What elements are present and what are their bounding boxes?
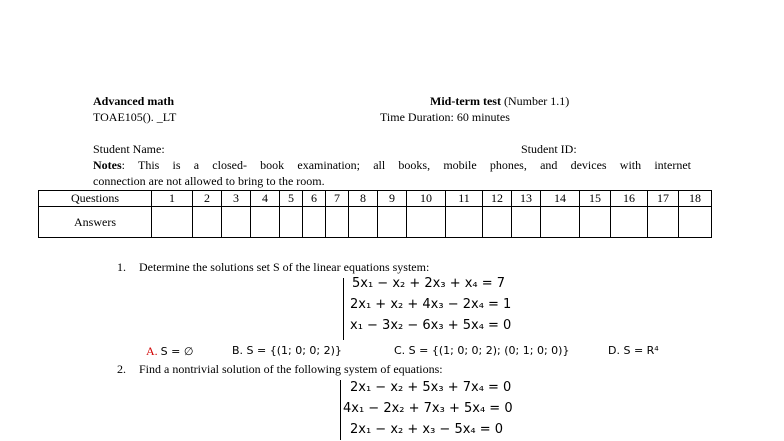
q1-text: Determine the solutions set S of the linear equations system: — [139, 260, 430, 274]
q2-equation-2: 4x₁ − 2x₂ + 7x₃ + 5x₄ = 0 — [343, 401, 513, 416]
q1-equation-1: 5x₁ − x₂ + 2x₃ + x₄ = 7 — [352, 276, 506, 291]
answer-table — [38, 190, 712, 238]
q2-number: 2. — [117, 362, 126, 376]
notes-line1 — [93, 158, 691, 173]
question-number: 1 — [152, 191, 193, 207]
question-number: 7 — [326, 191, 349, 207]
answer-cell[interactable] — [512, 207, 541, 238]
answer-cell[interactable] — [326, 207, 349, 238]
answer-cell[interactable] — [349, 207, 378, 238]
answer-cell[interactable] — [280, 207, 303, 238]
test-title: Mid-term test — [430, 94, 501, 108]
student-id-label: Student ID: — [521, 142, 577, 156]
answer-cell[interactable] — [407, 207, 446, 238]
test-number: (Number 1.1) — [503, 94, 570, 108]
test-title-line — [430, 94, 569, 109]
question-number: 8 — [349, 191, 378, 207]
questions-label: Questions — [39, 191, 152, 207]
answer-cell[interactable] — [222, 207, 251, 238]
q1-option-a-text: S = ∅ — [160, 345, 194, 358]
question-number: 13 — [512, 191, 541, 207]
answer-cell[interactable] — [483, 207, 512, 238]
q1-option-a-letter: A. — [146, 344, 158, 358]
notes-text: : This is a closed- book examination; all books, mobile phones, and devices with internet — [121, 158, 691, 172]
q1-option-a[interactable] — [146, 344, 193, 359]
question-number: 2 — [193, 191, 222, 207]
answer-cell[interactable] — [303, 207, 326, 238]
notes-label: Notes — [93, 158, 122, 172]
q1-number: 1. — [117, 260, 126, 274]
notes-line2: connection are not allowed to bring to the room. — [93, 174, 325, 188]
student-name-label: Student Name: — [93, 142, 165, 156]
question-number: 16 — [611, 191, 648, 207]
q1-equation-2: 2x₁ + x₂ + 4x₃ − 2x₄ = 1 — [350, 297, 512, 312]
q1-option-d[interactable]: D. S = R⁴ — [608, 344, 659, 357]
answers-label: Answers — [39, 207, 152, 238]
question-number: 6 — [303, 191, 326, 207]
answer-cell[interactable] — [679, 207, 712, 238]
course-code: TOAE105(). _LT — [93, 110, 177, 124]
q1-equation-3: x₁ − 3x₂ − 6x₃ + 5x₄ = 0 — [350, 318, 512, 333]
q2-equation-1: 2x₁ − x₂ + 5x₃ + 7x₄ = 0 — [350, 380, 512, 395]
q2-text: Find a nontrivial solution of the following system of equations: — [139, 362, 443, 376]
question-number: 17 — [648, 191, 679, 207]
answer-cell[interactable] — [152, 207, 193, 238]
answer-cell[interactable] — [446, 207, 483, 238]
question-number: 4 — [251, 191, 280, 207]
answers-row — [39, 207, 712, 238]
q2-system-brace — [340, 380, 341, 440]
answer-cell[interactable] — [611, 207, 648, 238]
question-number: 10 — [407, 191, 446, 207]
answer-cell[interactable] — [193, 207, 222, 238]
answer-cell[interactable] — [251, 207, 280, 238]
course-title: Advanced math — [93, 94, 175, 108]
q2-equation-3: 2x₁ − x₂ + x₃ − 5x₄ = 0 — [350, 422, 504, 437]
question-number: 3 — [222, 191, 251, 207]
question-number: 5 — [280, 191, 303, 207]
questions-row — [39, 191, 712, 207]
question-number: 12 — [483, 191, 512, 207]
q1-system-brace — [343, 278, 344, 340]
question-number: 18 — [679, 191, 712, 207]
question-number: 9 — [378, 191, 407, 207]
question-number: 14 — [541, 191, 580, 207]
answer-cell[interactable] — [378, 207, 407, 238]
answer-cell[interactable] — [541, 207, 580, 238]
question-number: 11 — [446, 191, 483, 207]
time-duration: Time Duration: 60 minutes — [380, 110, 510, 124]
q1-option-c[interactable]: C. S = {(1; 0; 0; 2); (0; 1; 0; 0)} — [394, 344, 570, 357]
answer-cell[interactable] — [580, 207, 611, 238]
q1-option-b[interactable]: B. S = {(1; 0; 0; 2)} — [232, 344, 342, 357]
question-number: 15 — [580, 191, 611, 207]
answer-cell[interactable] — [648, 207, 679, 238]
